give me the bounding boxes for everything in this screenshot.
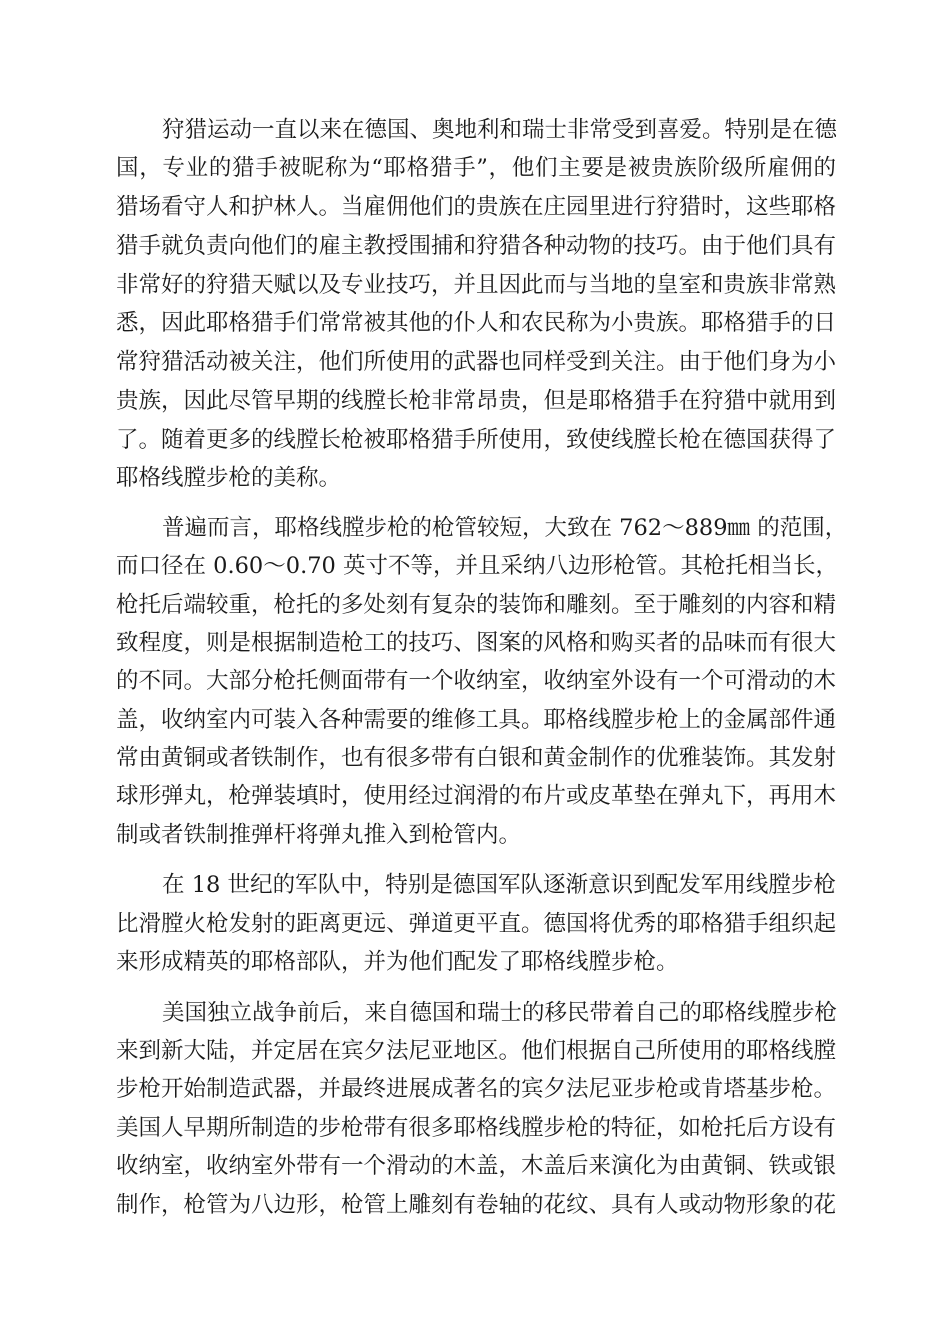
text-line: 贵族，因此尽管早期的线膛长枪非常昂贵，但是耶格猎手在狩猎中就用到 [116,388,837,414]
text-line: 致程度，则是根据制造枪工的技巧、图案的风格和购买者的品味而有很大 [116,630,837,656]
text-line: 狩猎运动一直以来在德国、奥地利和瑞士非常受到喜爱。特别是在德 [162,117,838,143]
text-line: 常狩猎活动被关注，他们所使用的武器也同样受到关注。由于他们身为小 [116,349,837,375]
text-line: 制或者铁制推弹杆将弹丸推入到枪管内。 [116,822,522,848]
text-line: 制作，枪管为八边形，枪管上雕刻有卷轴的花纹、具有人或动物形象的花 [116,1192,837,1218]
text-line: 美国人早期所制造的步枪带有很多耶格线膛步枪的特征，如枪托后方设有 [116,1115,837,1141]
text-line: 在 18 世纪的军队中，特别是德国军队逐渐意识到配发军用线膛步枪 [162,872,836,898]
text-line: 比滑膛火枪发射的距离更远、弹道更平直。德国将优秀的耶格猎手组织起 [116,911,837,937]
text-line: 的不同。大部分枪托侧面带有一个收纳室，收纳室外设有一个可滑动的木 [116,668,837,694]
text-line: 盖，收纳室内可装入各种需要的维修工具。耶格线膛步枪上的金属部件通 [116,707,837,733]
text-line: 步枪开始制造武器，并最终进展成著名的宾夕法尼亚步枪或肯塔基步枪。 [116,1076,837,1102]
text-line: 了。随着更多的线膛长枪被耶格猎手所使用，致使线膛长枪在德国获得了 [116,427,837,453]
text-line: 悉，因此耶格猎手们常常被其他的仆人和农民称为小贵族。耶格猎手的日 [116,310,837,336]
text-line: 收纳室，收纳室外带有一个滑动的木盖，木盖后来演化为由黄铜、铁或银 [116,1153,837,1179]
text-line: 国，专业的猎手被昵称为“耶格猎手”，他们主要是被贵族阶级所雇佣的 [116,155,836,181]
text-line: 枪托后端较重，枪托的多处刻有复杂的装饰和雕刻。至于雕刻的内容和精 [116,592,837,618]
text-line: 球形弹丸，枪弹装填时，使用经过润滑的布片或皮革垫在弹丸下，再用木 [116,783,837,809]
text-line: 美国独立战争前后，来自德国和瑞士的移民带着自己的耶格线膛步枪 [162,1000,838,1026]
text-line: 常由黄铜或者铁制作，也有很多带有白银和黄金制作的优雅装饰。其发射 [116,745,837,771]
text-line: 猎场看守人和护林人。当雇佣他们的贵族在庄园里进行狩猎时，这些耶格 [116,194,837,220]
text-line: 耶格线膛步枪的美称。 [116,465,342,491]
text-line: 来到新大陆，并定居在宾夕法尼亚地区。他们根据自己所使用的耶格线膛 [116,1038,837,1064]
text-line: 非常好的狩猎天赋以及专业技巧，并且因此而与当地的皇室和贵族非常熟 [116,272,837,298]
text-line: 来形成精英的耶格部队，并为他们配发了耶格线膛步枪。 [116,949,679,975]
text-line: 而口径在 0.60～0.70 英寸不等，并且采纳八边形枪管。其枪托相当长， [116,553,839,579]
text-line: 普遍而言，耶格线膛步枪的枪管较短，大致在 762～889㎜ 的范围， [162,515,848,541]
text-line: 猎手就负责向他们的雇主教授围捕和狩猎各种动物的技巧。由于他们具有 [116,233,837,259]
